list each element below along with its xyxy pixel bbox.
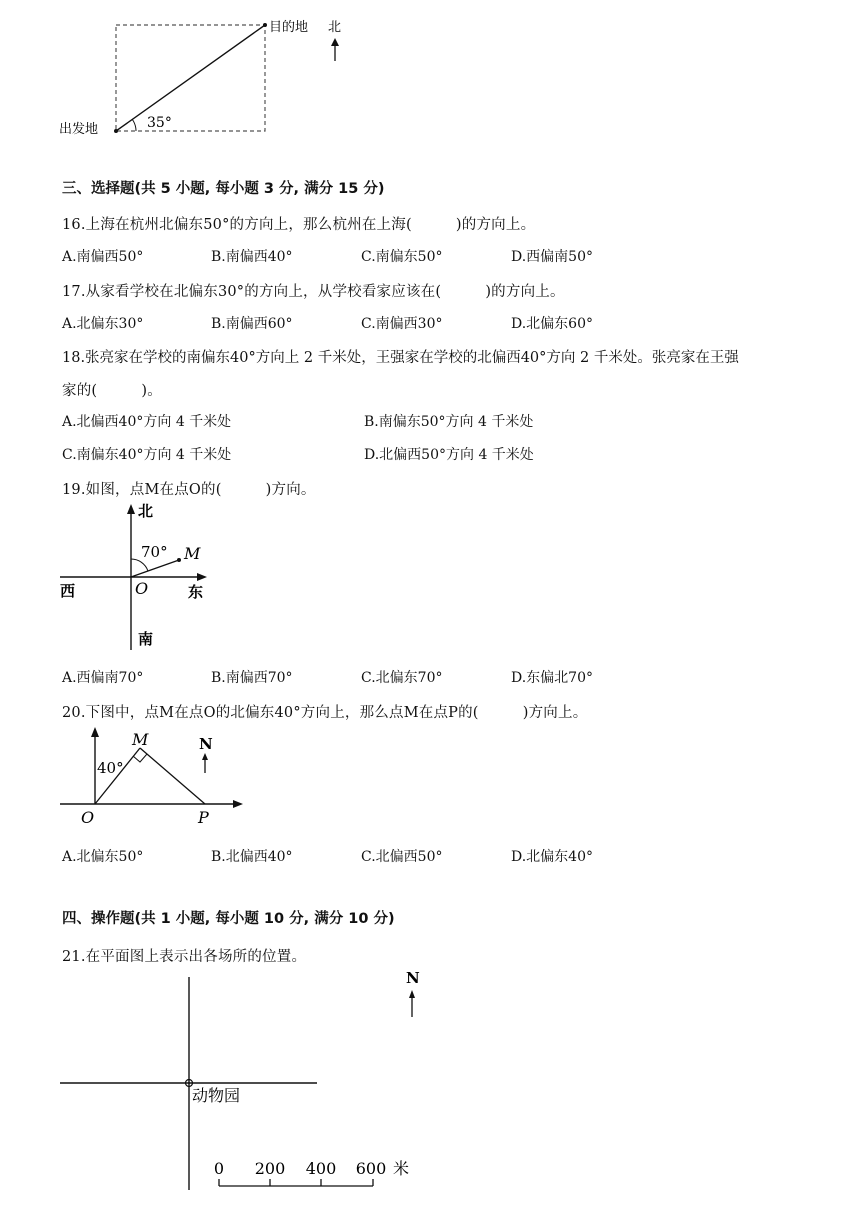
north-arrow-icon xyxy=(409,990,415,998)
question-18-option-c[interactable]: C.南偏东40°方向 4 千米处 xyxy=(62,447,232,463)
question-16-option-d[interactable]: D.西偏南50° xyxy=(511,249,593,265)
scale-label-600: 600 xyxy=(355,1159,387,1178)
destination-point xyxy=(263,23,267,27)
question-19-option-b[interactable]: B.南偏西70° xyxy=(211,670,293,686)
question-18-option-d[interactable]: D.北偏西50°方向 4 千米处 xyxy=(364,447,534,463)
question-19-option-c[interactable]: C.北偏东70° xyxy=(361,670,443,686)
angle-arc xyxy=(132,119,136,131)
question-17-option-b[interactable]: B.南偏西60° xyxy=(211,316,293,332)
zoo-label: 动物园 xyxy=(192,1086,241,1105)
section-title: 三、选择题(共 5 小题, 每小题 3 分, 满分 15 分) xyxy=(62,181,385,197)
question-20-option-d[interactable]: D.北偏东40° xyxy=(511,849,593,865)
north-label: N xyxy=(406,969,420,987)
compass-diagram-q19 xyxy=(55,500,225,655)
ray-om xyxy=(131,560,179,577)
east-label: 东 xyxy=(188,583,204,601)
scale-label-400: 400 xyxy=(305,1159,337,1178)
question-18-stem-line1: 18.张亮家在学校的南偏东40°方向上 2 千米处，王强家在学校的北偏西40°方向 2 千米处。张亮家在王强 xyxy=(62,350,739,366)
north-label: 北 xyxy=(138,502,154,520)
right-angle-mark xyxy=(133,754,147,762)
question-19-option-a[interactable]: A.西偏南70° xyxy=(62,670,144,686)
start-label: 出发地 xyxy=(59,122,99,137)
question-17-option-d[interactable]: D.北偏东60° xyxy=(511,316,593,332)
west-label: 西 xyxy=(60,582,76,600)
point-m-label: M xyxy=(184,544,201,563)
scale-label-0: 0 xyxy=(213,1159,225,1178)
north-label: 北 xyxy=(328,20,342,35)
question-20-option-a[interactable]: A.北偏东50° xyxy=(62,849,144,865)
question-20-option-b[interactable]: B.北偏西40° xyxy=(211,849,293,865)
question-19-option-d[interactable]: D.东偏北70° xyxy=(511,670,593,686)
point-m-label: M xyxy=(132,730,149,749)
east-arrow-icon xyxy=(197,573,207,581)
question-21-stem: 21.在平面图上表示出各场所的位置。 xyxy=(62,949,307,965)
start-point xyxy=(114,129,118,133)
zoo-point-center xyxy=(188,1082,190,1084)
question-18-stem-line2: 家的( )。 xyxy=(62,383,162,399)
angle-label: 70° xyxy=(141,543,168,561)
route-diagram xyxy=(55,15,355,140)
question-16-option-c[interactable]: C.南偏东50° xyxy=(361,249,443,265)
segment-mp xyxy=(140,748,205,804)
triangle-diagram-q20 xyxy=(55,725,255,830)
question-17-option-c[interactable]: C.南偏西30° xyxy=(361,316,443,332)
question-18-option-a[interactable]: A.北偏西40°方向 4 千米处 xyxy=(62,414,232,430)
north-arrow-icon xyxy=(331,38,339,46)
question-18-option-b[interactable]: B.南偏东50°方向 4 千米处 xyxy=(364,414,534,430)
origin-label: O xyxy=(135,579,149,598)
angle-label: 35° xyxy=(147,115,172,131)
question-20-option-c[interactable]: C.北偏西50° xyxy=(361,849,443,865)
section-title: 四、操作题(共 1 小题, 每小题 10 分, 满分 10 分) xyxy=(62,911,395,927)
scale-label-200: 200 xyxy=(254,1159,286,1178)
question-16-option-a[interactable]: A.南偏西50° xyxy=(62,249,144,265)
east-arrow-icon xyxy=(233,800,243,808)
angle-label: 40° xyxy=(97,759,124,777)
north-indicator-icon xyxy=(202,753,208,760)
map-diagram-q21 xyxy=(55,965,435,1200)
route-line xyxy=(116,25,265,131)
point-p-label: P xyxy=(198,808,209,827)
north-label: N xyxy=(199,735,213,753)
question-20-stem: 20.下图中，点M在点O的北偏东40°方向上，那么点M在点P的( )方向上。 xyxy=(62,705,588,721)
question-17-option-a[interactable]: A.北偏东30° xyxy=(62,316,144,332)
north-arrow-icon xyxy=(127,504,135,514)
question-16-option-b[interactable]: B.南偏西40° xyxy=(211,249,293,265)
point-o-label: O xyxy=(81,808,95,827)
question-17-stem: 17.从家看学校在北偏东30°的方向上，从学校看家应该在( )的方向上。 xyxy=(62,284,565,300)
question-19-stem: 19.如图，点M在点O的( )方向。 xyxy=(62,482,316,498)
scale-unit-label: 米 xyxy=(393,1159,410,1178)
north-arrow-icon xyxy=(91,727,99,737)
point-m xyxy=(177,558,181,562)
question-16-stem: 16.上海在杭州北偏东50°的方向上，那么杭州在上海( )的方向上。 xyxy=(62,217,536,233)
destination-label: 目的地 xyxy=(269,20,309,35)
south-label: 南 xyxy=(138,630,154,648)
